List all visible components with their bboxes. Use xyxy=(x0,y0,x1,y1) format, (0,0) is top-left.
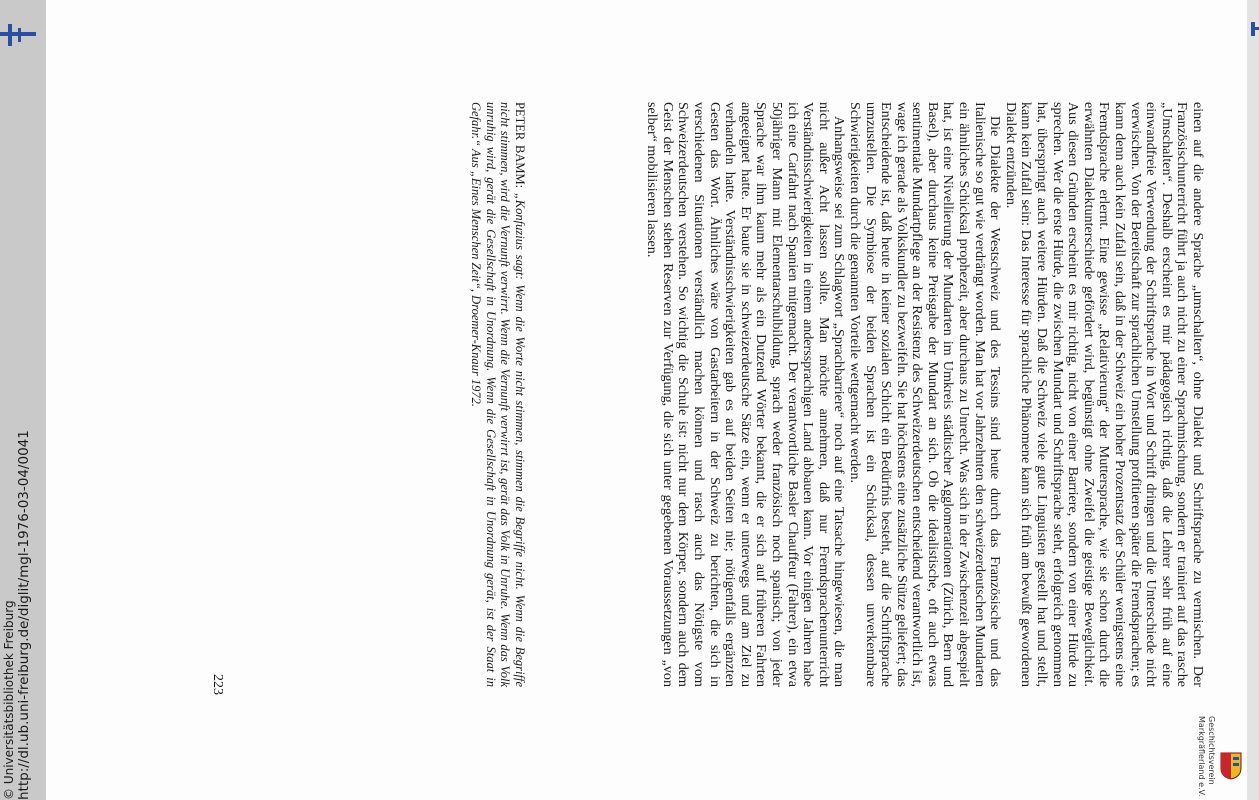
publisher-line-1: Geschichtsverein xyxy=(1207,716,1216,785)
quote-author: PETER BAMM: xyxy=(513,102,527,189)
library-logo-icon xyxy=(0,24,36,46)
paragraph-3: Anhangsweise sei zum Schlagwort „Sprachbarriere“ noch auf eine Tatsache hingewiesen, die man nicht außer Acht lassen sollte. Man möchte annehmen, daß nur Fremdsprachenunterricht Verständnisschwierigkeiten in einem anderssprachigen Land abbauen kann. Vor einigen Jahren habe ich eine Carfahrt nach Spanien mitgemacht. Der verantwortliche Basler Chauffeur (Fahrer), ein etwa 50jähriger Mann mit Elementarschulbildung, sprach weder französisch noch spanisch; von jeder Sprache war ihm kaum mehr als ein Dutzend Wörter bekannt, die er sich auf früheren Fahrten angeeignet hatte. Er baute sie in schweizerdeutsche Sätze ein, wenn er unterwegs und am Ziel zu verhandeln hatte. Verständnisschwierigkeiten gab es auf beiden Seiten nie; nötigenfalls ergänzten Gesten das Wort. Ähnliches wäre von Gastarbeitern in der Schweiz zu berichten, die sich in verschiedenen Situationen verständlich machen können und rasch auch das Nötigste vom Schweizerdeutschen verstehen. So wichtig die Schule ist: nicht nur dem Körper, sondern auch dem Geist der Menschen stehen Reserven zur Verfügung, die sich unter gegebenen Voraussetzungen „von selber“ mobilisieren lassen. xyxy=(644,102,848,687)
copyright-notice: © Universitätsbibliothek Freiburg xyxy=(2,600,16,800)
partial-logo-icon xyxy=(1251,22,1259,36)
paragraph-1: einen auf die andere Sprache „umschalten“, ohne Dialekt und Schriftsprache zu vermischen. Der Französischunterricht führt ja auch nicht zu einer Sprachmischung, sondern er trainiert auf das rasche „Umschalten“. Deshalb erscheint es mir pädagogisch richtig, daß die Lehrer sehr früh auf eine einwandfreie Verwendung der Schriftsprache in Wort und Schrift dringen und die Unterschiede nicht verwischen. Von der Bereitschaft zur sprachlichen Umstellung profitieren später die Fremdsprachen; es kann denn auch kein Zufall sein, daß in der Schweiz ein hoher Prozentsatz der Schüler wenigstens eine Fremdsprache erlernt. Eine gewisse „Relativierung“ der Muttersprache, wie sie schon durch die erwähnten Dialektunterschiede gefördert wird, begünstigt ohne Zweifel die geistige Beweglichkeit. Aus diesen Gründen erscheint es mir richtig, nicht von einer Barriere, sondern von einer Hürde zu sprechen. Wer die erste Hürde, die zwischen Mundart und Schriftsprache steht, erfolgreich genommen hat, überspringt auch weitere Hürden. Daß die Schweiz viele gute Linguisten gestellt hat und stellt, kann kein Zufall sein: Das Interesse für sprachliche Phänomene kann sich früh am bewußt gewordenen Dialekt entzünden. xyxy=(1002,102,1206,687)
publisher-line-2: Markgräflerland e.V. xyxy=(1197,716,1206,797)
epigraph-quote xyxy=(469,102,527,687)
scanned-page xyxy=(46,0,1247,800)
quote-text: „Konfuzius sagt: Wenn die Worte nicht stimmen, stimmen die Begriffe nicht. Wenn die Begriffe nicht stimmen, wird die Vernunft verwirrt. Wenn die Vernunft verwirrt ist, gerät das Volk in Unruhe. Wenn das Volk unruhig wird, gerät die Gesellschaft in Unordnung. Wenn die Gesellschaft in Unordnung gerät, ist der Staat in Gefahr.“ Aus „Eines Menschen Zeit“, Droemer-Knaur 1972. xyxy=(469,102,527,687)
viewer-right-strip xyxy=(1247,0,1259,800)
coat-of-arms-icon xyxy=(1220,752,1242,780)
page-number: 223 xyxy=(210,674,225,695)
document-url[interactable]: http://dl.ub.uni-freiburg.de/diglit/mgl-1976-03-04/0041 xyxy=(16,430,32,800)
publisher-label xyxy=(1196,716,1216,797)
paragraph-2: Die Dialekte der Westschweiz und des Tessins sind heute durch das Französische und das Italienische so gut wie verdrängt worden. Man hat vor Jahrzehnten den schweizerdeutschen Mundarten ein ähnliches Schicksal prophezeit, aber durchaus zu Unrecht. Was sich in der Zwischenzeit abgespielt hat, ist eine Nivellierung der Mundarten im Umkreis städtischer Agglomerationen (Zürich, Bern und Basel), aber durchaus keine Preisgabe der Mundart an sich. Ob die idealistische, oft auch etwas sentimentale Mundartpflege an der Resistenz des Schweizerdeutschen entscheidend verantwortlich ist, wage ich gerade als Volkskundler zu bezweifeln. Sie hat höchstens eine zusätzliche Stütze geliefert; das Entscheidende ist, daß heute in keiner sozialen Schicht ein Bedürfnis besteht, auf die Schriftsprache umzustellen. Die Symbiose der beiden Sprachen ist ein Schicksal, dessen unverkennbare Schwierigkeiten durch die genannten Vorteile wettgemacht werden. xyxy=(846,102,1004,687)
rotated-page-content xyxy=(46,0,1247,800)
article-body xyxy=(644,102,1205,687)
viewer-left-strip xyxy=(0,0,46,800)
